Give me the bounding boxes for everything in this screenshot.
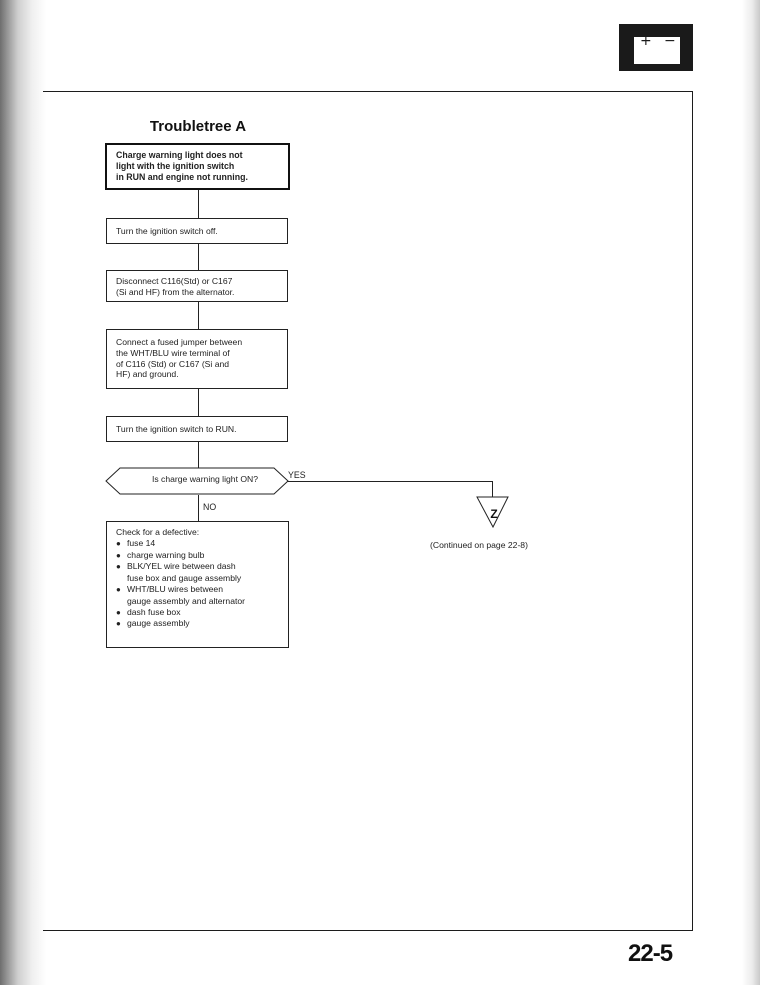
check-item-text: WHT/BLU wires between — [127, 583, 223, 594]
check-item: ● gauge assembly — [116, 618, 190, 629]
check-defective-box — [106, 521, 289, 648]
step1-line-1: Turn the ignition switch off. — [116, 226, 218, 236]
step3-line-3: of C116 (Std) or C167 (Si and — [116, 358, 230, 369]
check-item-continuation: gauge assembly and alternator — [127, 595, 246, 606]
check-item: ● charge warning bulb — [116, 549, 205, 560]
check-item: ● fuse 14 — [116, 537, 156, 548]
check-heading: Check for a defective: — [116, 527, 200, 537]
check-item: ● BLK/YEL wire between dash — [116, 561, 236, 572]
connector-letter: Z — [490, 507, 498, 521]
start-line-1: Charge warning light does not — [116, 150, 243, 160]
check-item-text: fuse 14 — [127, 537, 156, 548]
battery-plus-icon: + — [640, 33, 652, 49]
start-line-3: in RUN and engine not running. — [116, 171, 248, 182]
check-item-continuation: fuse box and gauge assembly — [127, 573, 242, 584]
check-item: ● dash fuse box — [116, 606, 181, 617]
battery-minus-icon: − — [664, 33, 676, 49]
step4-line-1: Turn the ignition switch to RUN. — [116, 424, 237, 434]
check-item-text: BLK/YEL wire between dash — [127, 561, 236, 572]
decision-question: Is charge warning light ON? — [151, 474, 259, 484]
check-item-text: dash fuse box — [127, 606, 181, 617]
check-item: ● WHT/BLU wires between — [116, 583, 223, 594]
step2-line-1: Disconnect C116(Std) or C167 — [116, 276, 233, 286]
step2-line-2: (Si and HF) from the alternator. — [116, 286, 235, 297]
step3-line-1: Connect a fused jumper between — [116, 337, 243, 347]
check-item-text: gauge assembly — [127, 618, 190, 629]
start-line-2: light with the ignition switch — [116, 160, 235, 171]
check-item-text: charge warning bulb — [127, 549, 205, 560]
page-title: Troubletree A — [149, 118, 247, 135]
continued-note: (Continued on page 22-8) — [430, 540, 528, 550]
page-number: 22-5 — [628, 940, 673, 967]
step3-line-4: HF) and ground. — [116, 369, 179, 380]
yes-label: YES — [288, 470, 306, 480]
no-label: NO — [203, 502, 217, 512]
step3-line-2: the WHT/BLU wire terminal of — [116, 347, 230, 358]
